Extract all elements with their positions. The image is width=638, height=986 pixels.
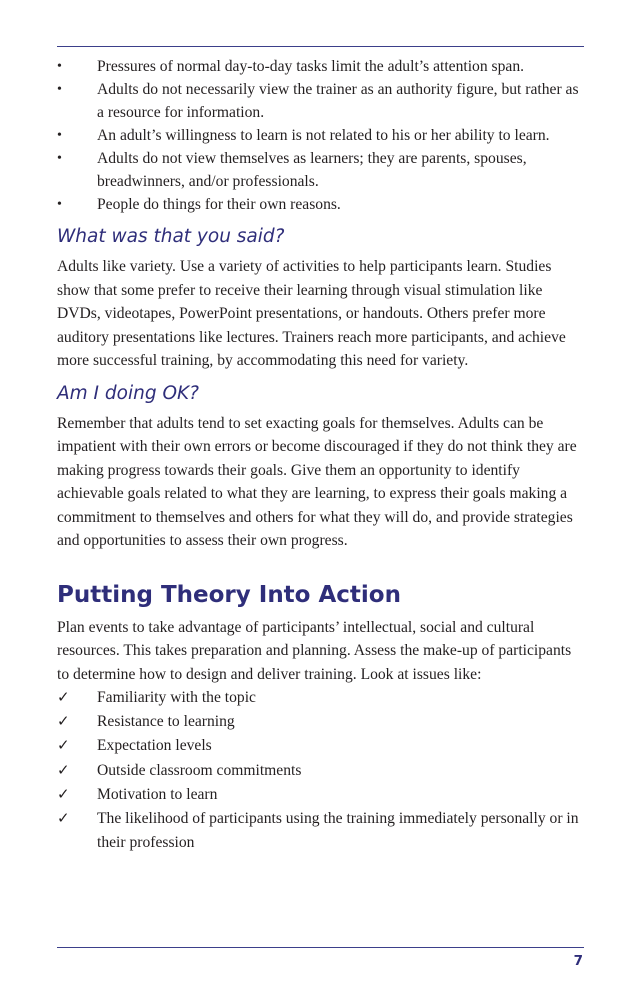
top-rule: [57, 46, 584, 47]
checklist-item-text: Motivation to learn: [97, 785, 218, 803]
bullet-list: [57, 55, 584, 216]
list-item: [57, 193, 584, 216]
checklist-item-text: Expectation levels: [97, 737, 212, 755]
checklist-item-text: Familiarity with the topic: [97, 689, 256, 706]
bullet-icon: •: [57, 151, 62, 166]
checklist-item: [57, 807, 584, 855]
checklist-item: [57, 759, 584, 783]
paragraph-variety: Adults like variety. Use a variety of activities to help participants learn. Studies show that some prefer to receive their learning through visual stimulation like DVDs, videotapes, PowerPoint presentations, or handouts. Others prefer more auditory presentations like lectures. Trainers reach more participants, and achieve more successful training, by accommodating this need for variety.: [57, 258, 566, 369]
checkmark-icon: ✓: [57, 714, 70, 731]
checklist-item-text: Outside classroom commitments: [97, 761, 302, 779]
checkmark-icon: ✓: [57, 786, 70, 803]
checkmark-icon: ✓: [57, 762, 70, 779]
checklist-item: [57, 710, 584, 734]
paragraph-theory-into-action: Plan events to take advantage of participants’ intellectual, social and cultural resources. This takes preparation and planning. Assess the make-up of participants to determine how to design and deliver training. Look at issues like:: [57, 618, 572, 683]
checklist-item: [57, 734, 584, 758]
list-item-text: Adults do not necessarily view the trainer as an authority figure, but rather as a resource for information.: [97, 81, 579, 121]
bullet-icon: •: [57, 197, 62, 212]
checklist-item-text: The likelihood of participants using the training immediately personally or in their profession: [97, 810, 579, 852]
subheading-variety: What was that you said?: [57, 226, 285, 247]
checkmark-icon: ✓: [57, 690, 70, 706]
list-item-text: Pressures of normal day-to-day tasks limit the adult’s attention span.: [97, 58, 525, 75]
checkmark-icon: ✓: [57, 811, 70, 828]
list-item: [57, 124, 584, 147]
bullet-icon: •: [57, 128, 62, 143]
checkmark-icon: ✓: [57, 738, 70, 755]
list-item-text: People do things for their own reasons.: [97, 196, 341, 213]
list-item: [57, 147, 584, 193]
paragraph-doing-ok: Remember that adults tend to set exacting goals for themselves. Adults can be impatient with their own errors or become discouraged if they do not think they are making progress towards their goals. Give them an opportunity to identify achievable goals related to what they are learning, to express their goals making a commitment to themselves and others for what they will do, and provide strategies and opportunities to assess their own progress.: [57, 414, 577, 549]
list-item-text: Adults do not view themselves as learners; they are parents, spouses, breadwinners, and/or professionals.: [97, 150, 527, 190]
subheading-doing-ok: Am I doing OK?: [57, 382, 199, 404]
bottom-rule: [57, 947, 584, 948]
checklist-item: [57, 783, 584, 807]
list-item: [57, 78, 584, 124]
checklist-item-text: Resistance to learning: [97, 713, 235, 731]
checklist: [57, 686, 584, 855]
page-content: [57, 55, 584, 855]
section-heading-theory-into-action: Putting Theory Into Action: [57, 581, 401, 608]
list-item: [57, 55, 584, 78]
list-item-text: An adult’s willingness to learn is not related to his or her ability to learn.: [97, 127, 550, 144]
bullet-icon: •: [57, 59, 62, 74]
checklist-item: [57, 686, 584, 710]
page-number: 7: [573, 953, 583, 969]
bullet-icon: •: [57, 82, 62, 97]
